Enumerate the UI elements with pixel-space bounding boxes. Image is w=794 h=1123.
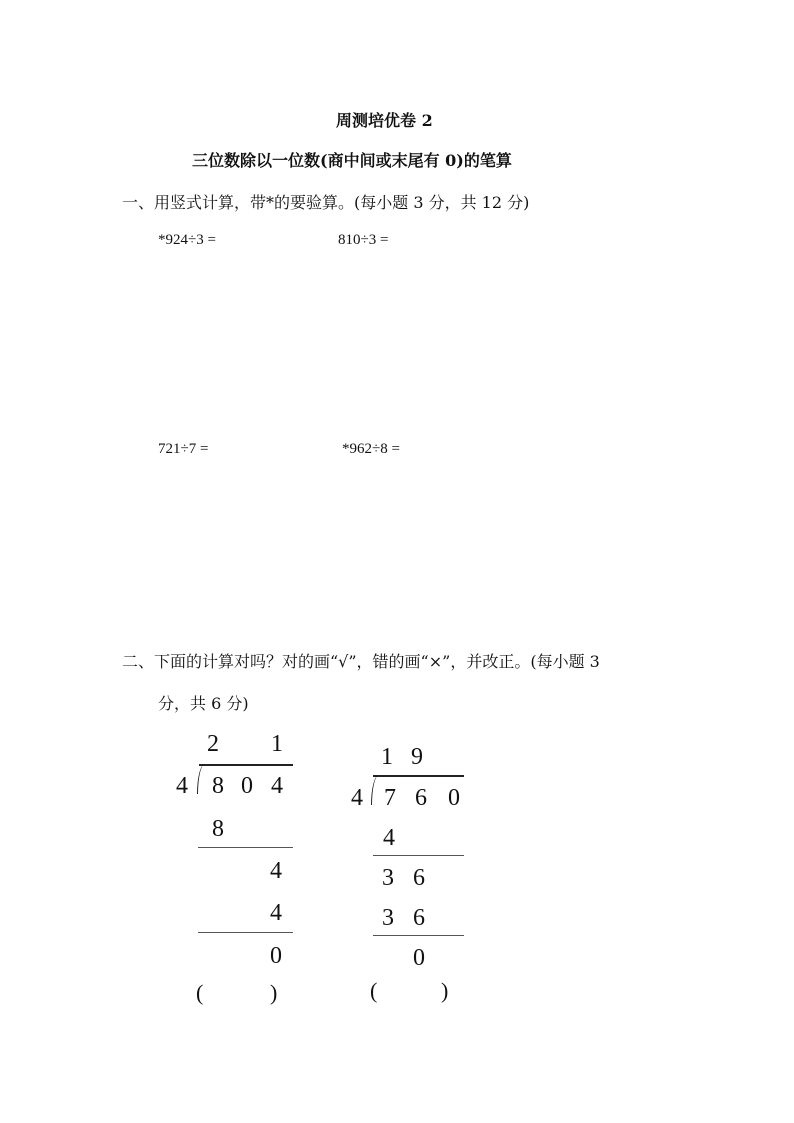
step-digit: 6 <box>413 905 425 931</box>
subtraction-line <box>198 932 293 933</box>
answer-paren-close: ) <box>270 980 278 1005</box>
problem-1: *924÷3 = <box>158 232 216 248</box>
problem-3: 721÷7 = <box>158 441 209 457</box>
divisor: 4 <box>176 773 188 799</box>
answer-paren-close: ) <box>441 978 449 1003</box>
section2-heading-line1: 二、下面的计算对吗？对的画“√”，错的画“×”，并改正。(每小题 3 <box>122 652 600 671</box>
subtraction-line <box>373 935 464 936</box>
quotient-digit: 9 <box>411 744 423 770</box>
step-digit: 3 <box>382 865 394 891</box>
dividend-digit: 0 <box>448 785 460 811</box>
quotient-digit: 2 <box>207 731 219 757</box>
section2-heading-line2: 分，共 6 分) <box>158 694 249 713</box>
step-digit: 4 <box>270 858 282 884</box>
quotient-digit: 1 <box>381 744 393 770</box>
page-title: 周测培优卷 2 <box>336 111 433 130</box>
division-bracket <box>371 775 380 805</box>
divisor: 4 <box>351 785 363 811</box>
page-subtitle: 三位数除以一位数(商中间或末尾有 0)的笔算 <box>192 151 512 170</box>
answer-paren-open: ( <box>196 980 204 1005</box>
problem-4: *962÷8 = <box>342 441 400 457</box>
dividend-digit: 8 <box>212 773 224 799</box>
answer-paren-open: ( <box>370 978 378 1003</box>
division-bar <box>373 775 464 777</box>
step-digit: 4 <box>383 825 395 851</box>
dividend-digit: 0 <box>241 773 253 799</box>
step-digit: 3 <box>382 905 394 931</box>
remainder-digit: 0 <box>270 943 282 969</box>
step-digit: 8 <box>212 816 224 842</box>
division-bracket <box>197 764 206 794</box>
problem-2: 810÷3 = <box>338 232 389 248</box>
step-digit: 4 <box>270 900 282 926</box>
subtraction-line <box>373 855 464 856</box>
subtraction-line <box>198 847 293 848</box>
dividend-digit: 4 <box>271 773 283 799</box>
section1-heading: 一、用竖式计算，带*的要验算。(每小题 3 分，共 12 分) <box>122 193 530 212</box>
remainder-digit: 0 <box>413 945 425 971</box>
step-digit: 6 <box>413 865 425 891</box>
dividend-digit: 6 <box>415 785 427 811</box>
dividend-digit: 7 <box>384 785 396 811</box>
quotient-digit: 1 <box>271 731 283 757</box>
division-bar <box>199 764 293 766</box>
